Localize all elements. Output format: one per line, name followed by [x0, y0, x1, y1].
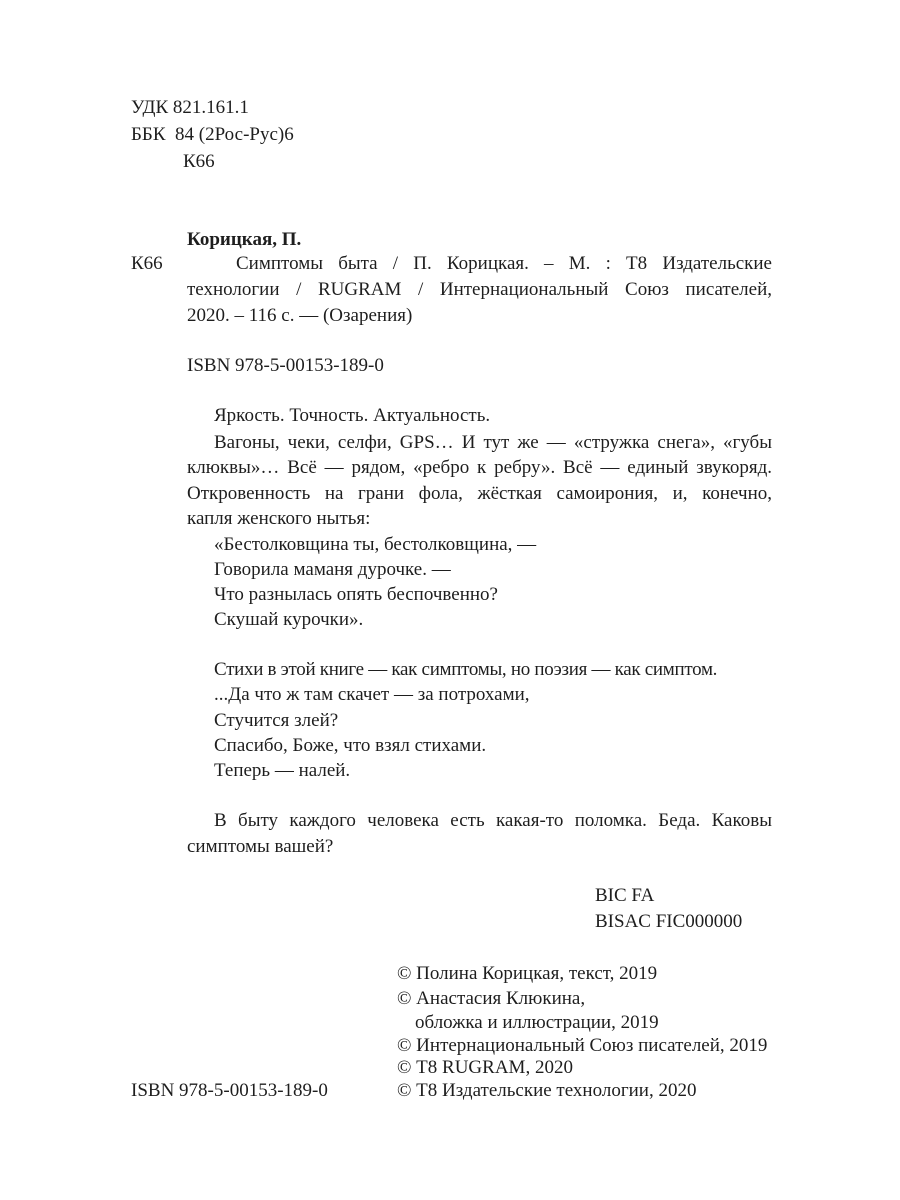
verse2-line-4: Теперь — налей. — [214, 760, 351, 781]
annotation-p2-line-4: капля женского нытья: — [187, 508, 371, 529]
bbk-code: ББК 84 (2Рос-Рус)6 — [131, 124, 294, 145]
entry-author: Корицкая, П. — [187, 229, 302, 250]
copyright-line-1: © Полина Корицкая, текст, 2019 — [397, 963, 658, 984]
annotation-p1: Яркость. Точность. Актуальность. — [214, 405, 491, 426]
copyright-line-6: © Т8 Издательские технологии, 2020 — [397, 1080, 697, 1101]
annotation-p4-line-1: В быту каждого человека есть какая-то поломка. Беда. Каковы — [214, 810, 772, 831]
verse2-line-2: Стучится злей? — [214, 710, 339, 731]
annotation-p3: Стихи в этой книге — как симптомы, но поэзия — как симптом. — [214, 659, 718, 680]
verse2-line-3: Спасибо, Боже, что взял стихами. — [214, 735, 487, 756]
verse1-line-4: Скушай курочки». — [214, 609, 364, 630]
verse1-line-2: Говорила маманя дурочке. — — [214, 559, 451, 580]
annotation-p2-line-2: клюквы»… Всё — рядом, «ребро к ребру». Всё — единый звукоряд. — [187, 457, 772, 478]
footer-isbn: ISBN 978-5-00153-189-0 — [131, 1080, 328, 1101]
verse1-line-3: Что разнылась опять беспочвенно? — [214, 584, 498, 605]
verse1-line-1: «Бестолковщина ты, бестолковщина, — — [214, 534, 537, 555]
verse2-line-1: ...Да что ж там скачет — за потрохами, — [214, 684, 530, 705]
copyright-line-3: обложка и иллюстрации, 2019 — [415, 1012, 659, 1033]
annotation-p4-line-2: симптомы вашей? — [187, 836, 334, 857]
entry-line-2: технологии / RUGRAM / Интернациональный Союз писателей, — [187, 279, 772, 300]
entry-line-1: Симптомы быта / П. Корицкая. – М. : Т8 Издательские — [236, 253, 772, 274]
entry-line-3: 2020. – 116 с. — (Озарения) — [187, 305, 413, 326]
bisac-code: BISAC FIC000000 — [595, 911, 743, 932]
udk-code: УДК 821.161.1 — [131, 97, 249, 118]
copyright-line-4: © Интернациональный Союз писателей, 2019 — [397, 1035, 768, 1056]
annotation-p2-line-3: Откровенность на грани фола, жёсткая самоирония, и, конечно, — [187, 483, 772, 504]
copyright-line-2: © Анастасия Клюкина, — [397, 988, 586, 1009]
annotation-p2-line-1: Вагоны, чеки, селфи, GPS… И тут же — «стружка снега», «губы — [214, 432, 772, 453]
author-sign: К66 — [183, 151, 215, 172]
copyright-line-5: © Т8 RUGRAM, 2020 — [397, 1057, 573, 1078]
bic-code: BIC FA — [595, 885, 655, 906]
entry-isbn: ISBN 978-5-00153-189-0 — [187, 355, 384, 376]
entry-sign: К66 — [131, 253, 163, 274]
